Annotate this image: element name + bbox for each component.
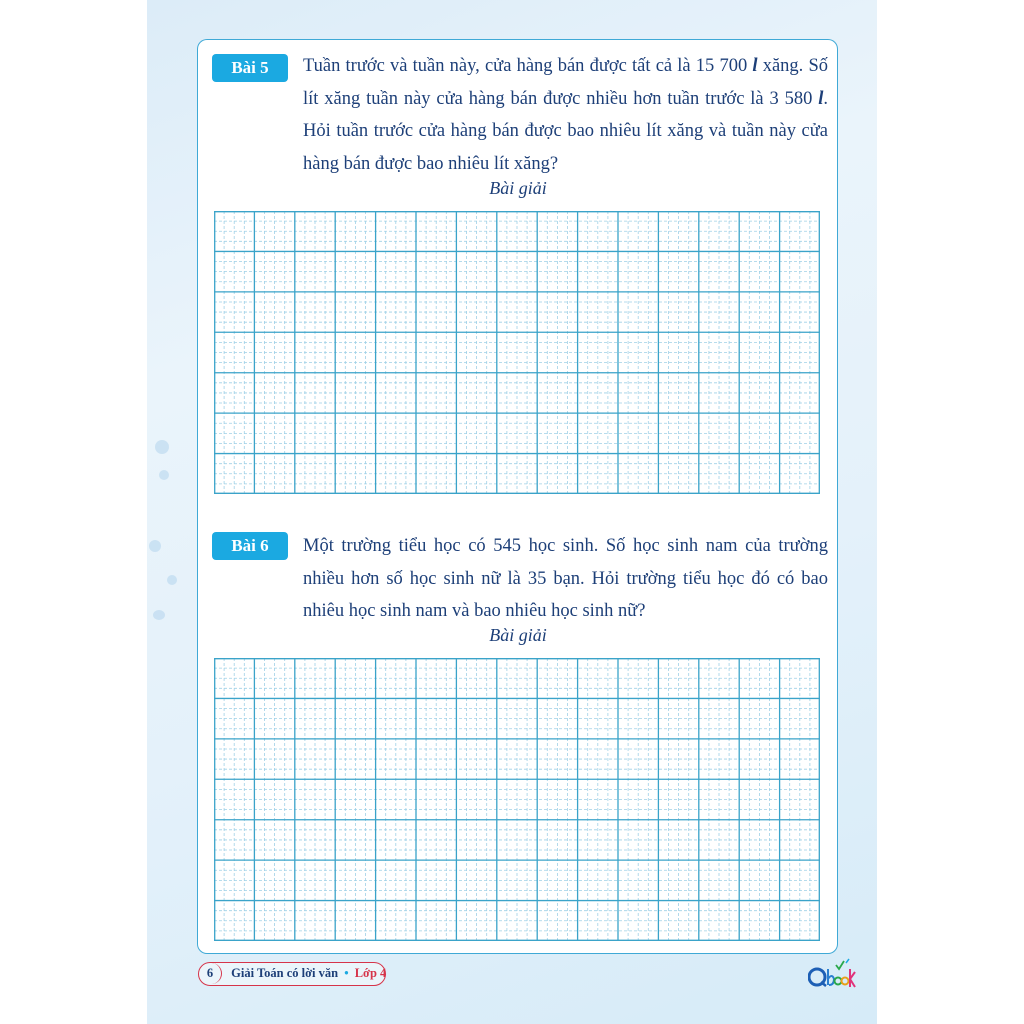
- decor-blot: [159, 470, 169, 480]
- solution-title: Bài giải: [489, 625, 547, 645]
- decor-blot: [149, 540, 161, 552]
- book-title: Giải Toán có lời văn: [231, 966, 339, 980]
- solution-grid[interactable]: [214, 211, 820, 494]
- footer-book-label: [198, 962, 386, 986]
- exercise-badge: Bài 6: [212, 532, 288, 560]
- exercise-badge: Bài 5: [212, 54, 288, 82]
- solution-title: Bài giải: [489, 178, 547, 198]
- decor-blot: [167, 575, 177, 585]
- decor-blot: [155, 440, 169, 454]
- grade-label: Lớp 4: [354, 966, 387, 980]
- footer-separator: •: [344, 966, 349, 980]
- decor-blot: [153, 610, 165, 620]
- qbooks-logo-icon: [808, 955, 858, 991]
- page-number: 6: [199, 963, 222, 984]
- exercise-text: Tuần trước và tuần này, cửa hàng bán được tất cả là 15 700 l xăng. Số lít xăng tuần này cửa hàng bán được nhiều hơn tuần trước là 3 580 l. Hỏi tuần trước cửa hàng bán được bao nhiêu lít xăng và tuần này cửa hàng bán được bao nhiêu lít xăng?: [303, 56, 828, 174]
- exercise-text: Một trường tiểu học có 545 học sinh. Số học sinh nam của trường nhiều hơn số học sinh nữ là 35 bạn. Hỏi trường tiểu học đó có bao nhiêu học sinh nam và bao nhiêu học sinh nữ?: [303, 536, 828, 621]
- solution-grid[interactable]: [214, 658, 820, 941]
